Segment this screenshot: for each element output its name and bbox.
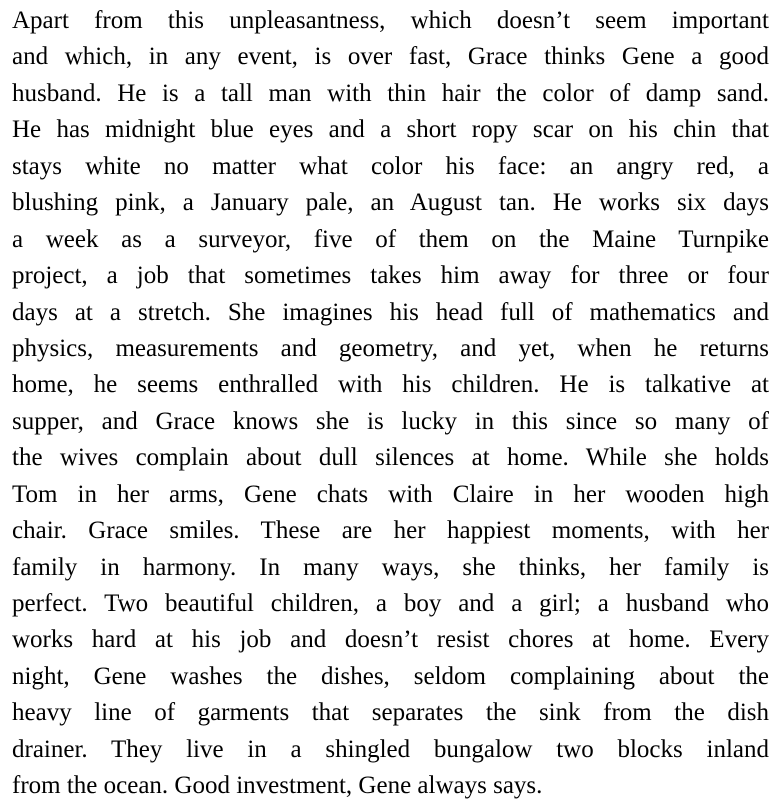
text-line: blushing pink, a January pale, an August tan. He works six days <box>12 189 769 217</box>
text-line: the wives complain about dull silences at home. While she holds <box>12 444 769 472</box>
text-line: from the ocean. Good investment, Gene always says. <box>12 772 543 800</box>
text-line: works hard at his job and doesn’t resist chores at home. Every <box>12 626 769 654</box>
text-line: a week as a surveyor, five of them on the Maine Turnpike <box>12 225 769 253</box>
text-line: home, he seems enthralled with his children. He is talkative at <box>12 371 769 399</box>
text-line: Apart from this unpleasantness, which doesn’t seem important <box>12 7 769 34</box>
text-line: drainer. They live in a shingled bungalow two blocks inland <box>12 735 769 763</box>
text-line: supper, and Grace knows she is lucky in this since so many of <box>12 407 769 435</box>
text-line: stays white no matter what color his face: an angry red, a <box>12 152 769 180</box>
text-line: family in harmony. In many ways, she thinks, her family is <box>12 553 769 581</box>
text-line: husband. He is a tall man with thin hair the color of damp sand. <box>12 79 769 107</box>
text-line: chair. Grace smiles. These are her happiest moments, with her <box>12 517 769 545</box>
text-line: days at a stretch. She imagines his head full of mathematics and <box>12 298 769 326</box>
text-line: heavy line of garments that separates the sink from the dish <box>12 699 769 727</box>
text-line: and which, in any event, is over fast, Grace thinks Gene a good <box>12 43 769 71</box>
text-line: night, Gene washes the dishes, seldom complaining about the <box>12 662 769 690</box>
text-line: physics, measurements and geometry, and yet, when he returns <box>12 334 769 362</box>
text-line: Tom in her arms, Gene chats with Claire in her wooden high <box>12 480 769 508</box>
text-line: He has midnight blue eyes and a short ropy scar on his chin that <box>12 116 769 144</box>
text-line: perfect. Two beautiful children, a boy and a girl; a husband who <box>12 590 769 617</box>
text-line: project, a job that sometimes takes him away for three or four <box>12 262 769 290</box>
